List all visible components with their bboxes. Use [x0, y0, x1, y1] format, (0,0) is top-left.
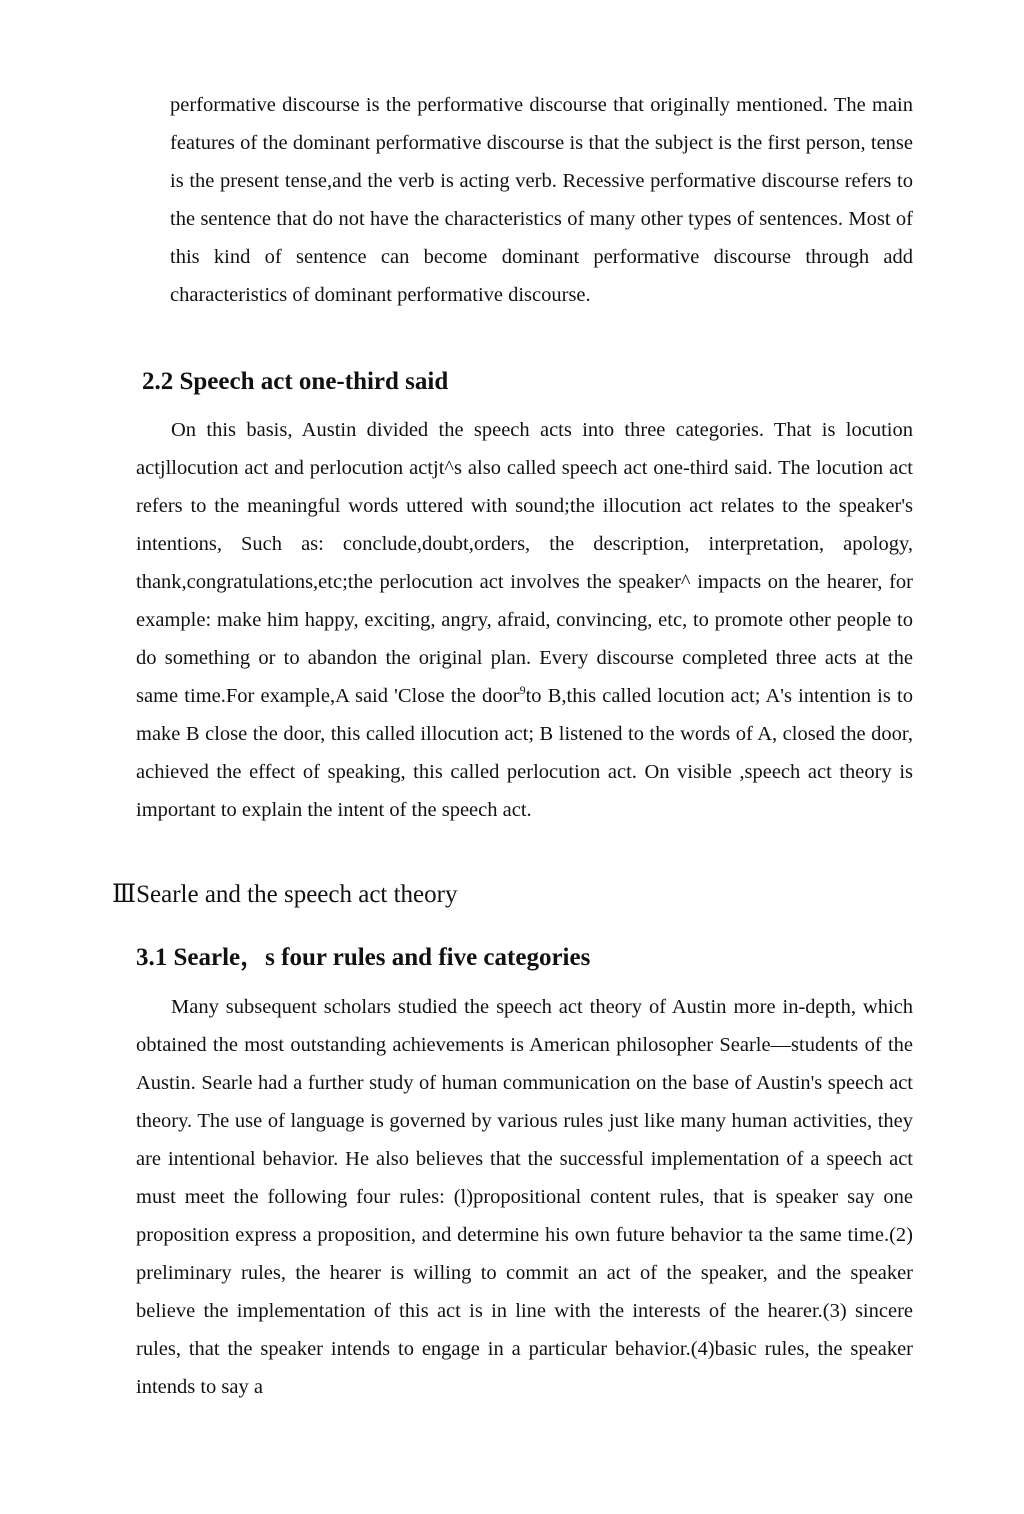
section-3-1-paragraph: Many subsequent scholars studied the speech act theory of Austin more in-depth, which obtained the most outstanding achievements is American philosopher Searle—students of the Austin. Searle had a further study of human communication on the base of Austin's speech act theory. The use of language is governed by various rules just like many human activities, they are intentional behavior. He also believes that the successful implementation of a speech act must meet the following four rules: (l)propositional content rules, that is speaker say one proposition express a proposition, and determine his own future behavior ta the same time.(2) preliminary rules, the hearer is willing to commit an act of the speaker, and the speaker believe the implementation of this act is in line with the interests of the hearer.(3) sincere rules, that the speaker intends to engage in a particular behavior.(4)basic rules, the speaker intends to say a	[136, 996, 913, 1398]
section-2-2-heading: 2.2 Speech act one-third said	[142, 368, 449, 395]
intro-paragraph: performative discourse is the performative discourse that originally mentioned. The main features of the dominant performative discourse is that the subject is the first person, tense is the present tense,and the verb is acting verb. Recessive performative discourse refers to the sentence that do not have the characteristics of many other types of sentences. Most of this kind of sentence can become dominant performative discourse through add characteristics of dominant performative discourse.	[170, 94, 913, 306]
section-2-2-text-before-superscript: On this basis, Austin divided the speech acts into three categories. That is locution actjllocution act and perlocution actjt^s also called speech act one-third said. The locution act refers to the meaningful words uttered with sound;the illocution act relates to the speaker's intentions, Such as: conclude,doubt,orders, the description, interpretation, apology, thank,congratulations,etc;the perlocution act involves the speaker^ impacts on the hearer, for example: make him happy, exciting, angry, afraid, convincing, etc, to promote other people to do something or to abandon the original plan. Every discourse completed three acts at the same time.For example,A said 'Close the door	[136, 419, 913, 707]
section-2-2-paragraph	[136, 411, 913, 829]
footnote-superscript: 9	[519, 683, 526, 698]
section-III-heading: ⅢSearle and the speech act theory	[112, 881, 458, 908]
section-2-2-text-after-superscript: to B,this called locution act; A's intention is to make B close the door, this called illocution act; B listened to the words of A, closed the door, achieved the effect of speaking, this called perlocution act. On visible ,speech act theory is important to explain the intent of the speech act.	[136, 685, 913, 821]
section-3-1-heading: 3.1 Searle，s four rules and five categories	[136, 944, 591, 971]
